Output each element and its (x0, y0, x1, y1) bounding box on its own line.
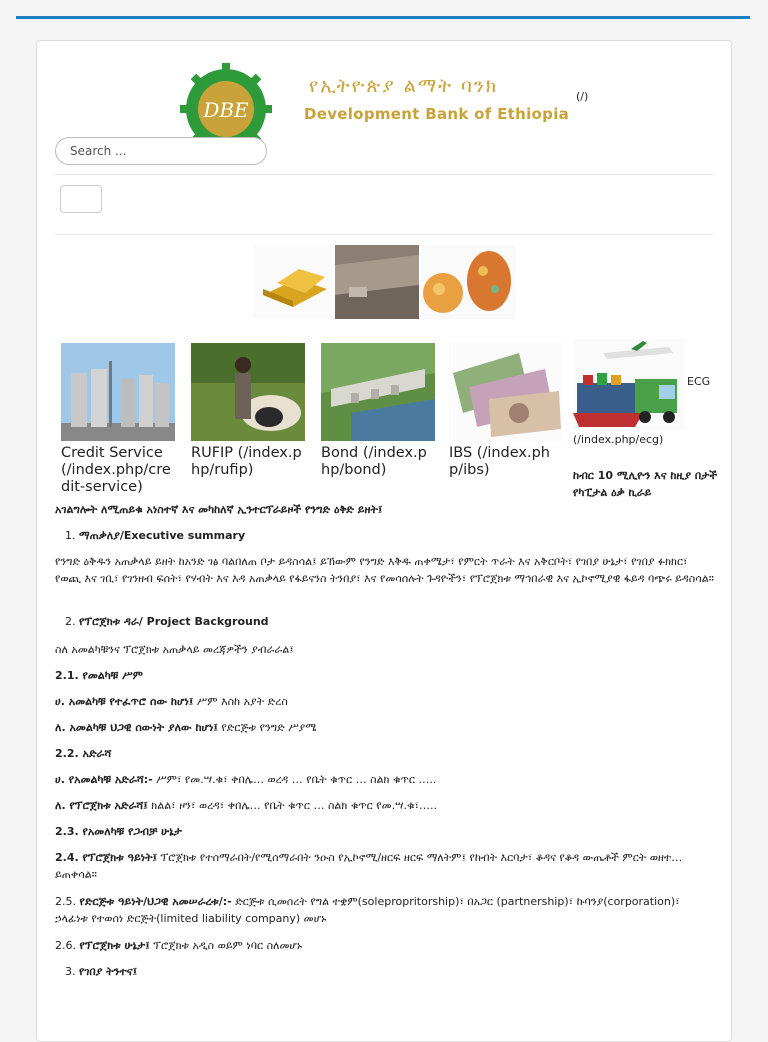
section-2-4: 2.4. የፕሮጀክቱ ዓይነት፤ ፕሮጀክቱ የተሰማራበት/የሚሰማራበት ንዑስ የኢኮኖሚ/ዘርፍ ዘርፍ ማለትም፤ የከብት እርባታ፣ ቆዳና የቆዳ ውጤቶች ምርት ወዘተ… ይጠቀሳል። (55, 851, 683, 881)
ecg-link[interactable]: (/index.php/ecg) (573, 433, 664, 446)
section-2-heading: 2. የፕሮጀክቱ ዳራ/ Project Background (65, 615, 269, 628)
section-3-heading: 3. የገበያ ትንተና፤ (65, 965, 138, 978)
logo-text: DBE (203, 98, 249, 122)
page-card (36, 40, 732, 1042)
farmer-cattle-image (191, 343, 305, 441)
divider (55, 234, 713, 235)
menu-toggle-button[interactable] (60, 185, 102, 213)
service-rufip[interactable] (191, 343, 305, 479)
service-ibs[interactable] (449, 343, 563, 479)
section-2-2-heading: 2.2. አድራሻ (55, 747, 112, 760)
section-1-heading: 1. ማጠቃለያ/Executive summary (65, 529, 246, 542)
section-2-5: 2.5. የድርጅቱ ዓይነት/ህጋዊ አመሠራረቱ/:- ድርጅቱ ሲመሰረት የግል ተቋም(solepropritorship)፣ በአጋር (partnership)፣ ኩባንያ(corporation)፣ ኃላፊነቱ የተወሰነ ድርጅት(limited liability company) መሆኑ (55, 895, 680, 925)
top-accent-bar (16, 16, 750, 19)
divider (55, 174, 713, 175)
bank-name-english: Development Bank of Ethiopia (304, 105, 570, 123)
section-2-2-b: ለ. የፕሮጀክቱ አድራሻ፤ ክልል፣ ዞን፣ ወረዳ፣ ቀበሌ… የቤት ቁጥር … ስልክ ቁጥር የመ.ሣ.ቁ፣….. (55, 799, 437, 812)
section-2-1-a: ሀ. አመልካቹ የተፈጥሮ ሰው ከሆነ፤ ሥም እስከ አያት ድረስ (55, 695, 288, 708)
section-2-6: 2.6. የፕሮጀክቱ ሁኔታ፤ ፕሮጀክቱ አዲስ ወይም ነባር ስለመሆኑ (55, 939, 303, 952)
ecg-description: ከብር 10 ሚሊዮን እና ከዚያ በታች የካፒታል ዕቃ ኪራይ (573, 469, 718, 499)
cement-factory-image (61, 343, 175, 441)
service-label: Credit Service (/index.php/credit-service) (61, 445, 171, 495)
service-label: Bond (/index.php/bond) (321, 445, 427, 478)
section-2-3-heading: 2.3. የአመለካቹ የጋብቻ ሁኔታ (55, 825, 182, 838)
banknotes-image (449, 343, 563, 441)
dam-image (321, 343, 435, 441)
ecg-label[interactable]: ECG (687, 375, 711, 388)
intro-heading: አገልግሎት ለሚጠይቁ አነስተኛ እና መካከለኛ ኢንተርፕራይዞች የንግድ ዕቅድ ይዘት፤ (55, 503, 383, 516)
cargo-transport-image[interactable] (573, 339, 685, 431)
minerals-banner-image (253, 245, 515, 319)
service-bond[interactable] (321, 343, 435, 479)
home-link[interactable]: (/) (576, 90, 589, 103)
service-credit[interactable] (61, 343, 175, 496)
section-2-1-b: ለ. አመልካቹ ህጋዊ ሰውነት ያለው ከሆነ፤ የድርጅቱ የንግድ ሥያሜ (55, 721, 317, 734)
service-label: IBS (/index.php/ibs) (449, 445, 550, 478)
service-label: RUFIP (/index.php/rufip) (191, 445, 302, 478)
search-input[interactable] (55, 137, 267, 165)
section-2-1-heading: 2.1. የመልካቹ ሥም (55, 669, 143, 682)
section-1-body: የንግድ ዕቅዱን አጠቃላይ ይዘት ከአንድ ገፅ ባልበለጠ ቦታ ይዳስሳል፤ ይኸውም የንግድ እቅዱ ጠቀሜታ፣ የምርት ጥራት እና አቅርቦት፣ የገበያ ሁኔታ፣ የገበያ ፉክክር፣ የወጪ እና ገቢ፣ የገንዘብ ፍሰት፣ የሃብት እና እዳ አጠቃላይ የፋይናንስ ትንበያ፣ እና የመሳሰሉት ጉዳዮችን፣ የፕሮጀክቱ ማኅበራዊ እና ኢኮኖሚያዊ ፋይዳ ባጭሩ ይዳስሳል። (55, 555, 714, 585)
bank-name-amharic: የኢትዮጵያ ልማት ባንክ (309, 75, 499, 97)
section-2-2-a: ሀ. የአመልካቹ አድራሻ:- ሥም፣ የመ.ሣ.ቁ፣ ቀበሌ… ወረዳ … የቤት ቁጥር … ስልክ ቁጥር ….. (55, 773, 437, 786)
section-2-body: ስለ አመልካቹንና ፕሮጀክቱ አጠቃላይ መረጃዎችን ያብራራል፤ (55, 643, 294, 656)
